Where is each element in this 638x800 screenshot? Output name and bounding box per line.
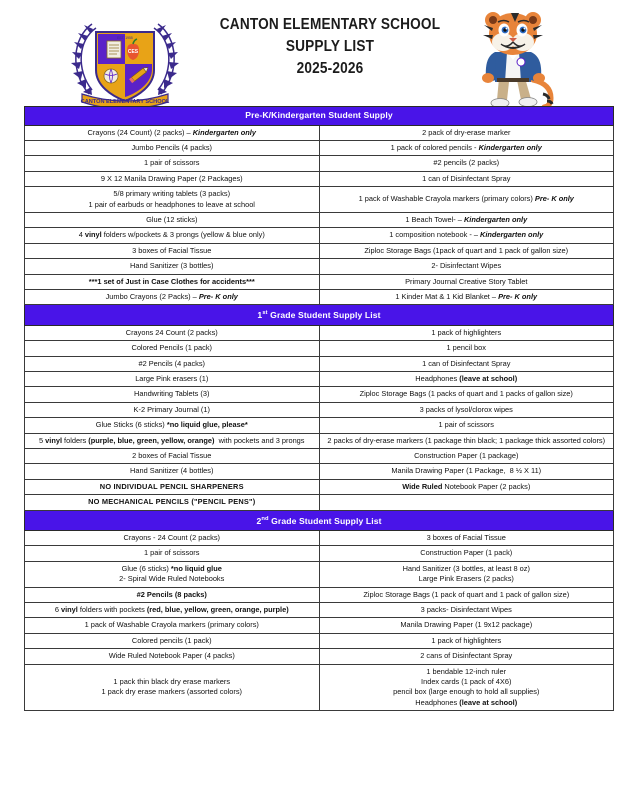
- supply-row: [25, 603, 614, 618]
- supply-cell-right: 1 can of Disinfectant Spray: [319, 171, 614, 186]
- supply-cell-right: #2 pencils (2 packs): [319, 156, 614, 171]
- supply-cell-left: Handwriting Tablets (3): [25, 387, 320, 402]
- supply-cell-right: 1 bendable 12-inch ruler Index cards (1 pack of 4X6) pencil box (large enough to hold all supplies) Headphones (leave at school): [319, 664, 614, 711]
- supply-cell-right: 1 pack of highlighters: [319, 325, 614, 340]
- supply-cell-right: 1 composition notebook - – Kindergarten only: [319, 228, 614, 243]
- supply-cell-left: #2 Pencils (4 packs): [25, 356, 320, 371]
- supply-cell-left: Crayons 24 Count (2 packs): [25, 325, 320, 340]
- supply-cell-left: Jumbo Crayons (2 Packs) – Pre- K only: [25, 289, 320, 304]
- supply-cell-right: 1 Kinder Mat & 1 Kid Blanket – Pre- K only: [319, 289, 614, 304]
- supply-cell-left: 1 pack of Washable Crayola markers (primary colors): [25, 618, 320, 633]
- supply-row: [25, 187, 614, 213]
- crest-book-icon: [107, 41, 121, 58]
- supply-row: [25, 448, 614, 463]
- supply-cell-right: Headphones (leave at school): [319, 371, 614, 386]
- supply-cell-left: 1 pack thin black dry erase markers 1 pack dry erase markers (assorted colors): [25, 664, 320, 711]
- supply-row: [25, 356, 614, 371]
- supply-cell-right: 2 cans of Disinfectant Spray: [319, 649, 614, 664]
- section-title: 2nd Grade Student Supply List: [25, 510, 614, 530]
- supply-cell-left: Hand Sanitizer (3 bottles): [25, 259, 320, 274]
- section-title: Pre-K/Kindergarten Student Supply: [25, 107, 614, 126]
- supply-cell-left: 5 vinyl folders (purple, blue, green, yellow, orange) with pockets and 3 prongs: [25, 433, 320, 448]
- svg-text:EST. 1955: EST. 1955: [117, 36, 133, 40]
- supply-row: [25, 289, 614, 304]
- supply-cell-left: #2 Pencils (8 packs): [25, 587, 320, 602]
- supply-cell-left: 1 pair of scissors: [25, 546, 320, 561]
- supply-row: [25, 387, 614, 402]
- supply-row: [25, 464, 614, 479]
- supply-row: [25, 259, 614, 274]
- supply-list-table: [24, 106, 614, 711]
- supply-cell-right: 2- Disinfectant Wipes: [319, 259, 614, 274]
- supply-cell-left: Jumbo Pencils (4 packs): [25, 140, 320, 155]
- supply-cell-right: 3 packs of lysol/clorox wipes: [319, 402, 614, 417]
- supply-row: [25, 433, 614, 448]
- supply-cell-left: Hand Sanitizer (4 bottles): [25, 464, 320, 479]
- supply-row: [25, 171, 614, 186]
- supply-cell-right: 1 pair of scissors: [319, 418, 614, 433]
- section-header-prek-kindergarten: [25, 107, 614, 126]
- supply-row: [25, 530, 614, 545]
- supply-cell-right: 1 pack of Washable Crayola markers (primary colors) Pre- K only: [319, 187, 614, 213]
- supply-row: [25, 546, 614, 561]
- supply-row: [25, 664, 614, 711]
- supply-cell-left: Colored Pencils (1 pack): [25, 341, 320, 356]
- supply-cell-right: 1 pack of highlighters: [319, 633, 614, 648]
- supply-cell-right: Manila Drawing Paper (1 9x12 package): [319, 618, 614, 633]
- supply-cell-right: Wide Ruled Notebook Paper (2 packs): [319, 479, 614, 494]
- supply-cell-right: Construction Paper (1 package): [319, 448, 614, 463]
- supply-cell-right: Ziploc Storage Bags (1pack of quart and 1 pack of gallon size): [319, 243, 614, 258]
- supply-row: [25, 274, 614, 289]
- supply-cell-left: Crayons - 24 Count (2 packs): [25, 530, 320, 545]
- supply-cell-left: K-2 Primary Journal (1): [25, 402, 320, 417]
- supply-cell-right: Ziploc Storage Bags (1 pack of quart and 1 pack of gallon size): [319, 587, 614, 602]
- supply-table-body: [25, 107, 614, 711]
- supply-cell-right: 2 packs of dry-erase markers (1 package thin black; 1 package thick assorted colors): [319, 433, 614, 448]
- supply-row: [25, 418, 614, 433]
- supply-cell-right: [319, 495, 614, 510]
- supply-cell-left: Glue Sticks (6 sticks) *no liquid glue, please*: [25, 418, 320, 433]
- school-crest-logo: [62, 8, 188, 108]
- supply-row: [25, 156, 614, 171]
- title-block: [195, 14, 465, 80]
- supply-cell-left: ***1 set of Just in Case Clothes for accidents***: [25, 274, 320, 289]
- tiger-mascot-icon: [455, 2, 567, 114]
- svg-text:CES: CES: [127, 49, 139, 55]
- supply-cell-left: 2 boxes of Facial Tissue: [25, 448, 320, 463]
- supply-cell-right: Construction Paper (1 pack): [319, 546, 614, 561]
- section-title: 1st Grade Student Supply List: [25, 305, 614, 325]
- supply-row: [25, 587, 614, 602]
- supply-cell-left: 9 X 12 Manila Drawing Paper (2 Packages): [25, 171, 320, 186]
- supply-cell-right: Hand Sanitizer (3 bottles, at least 8 oz) Large Pink Erasers (2 packs): [319, 561, 614, 587]
- supply-row: [25, 402, 614, 417]
- supply-row: [25, 618, 614, 633]
- school-year: 2025-2026: [296, 60, 364, 77]
- supply-row: [25, 479, 614, 494]
- supply-cell-left: 1 pair of scissors: [25, 156, 320, 171]
- supply-cell-right: 1 Beach Towel- – Kindergarten only: [319, 212, 614, 227]
- supply-row: [25, 228, 614, 243]
- supply-cell-right: 1 pack of colored pencils - Kindergarten only: [319, 140, 614, 155]
- supply-row: [25, 243, 614, 258]
- supply-cell-left: Crayons (24 Count) (2 packs) – Kindergarten only: [25, 125, 320, 140]
- crest-globe-icon: [104, 69, 118, 83]
- document-header: [0, 0, 638, 106]
- section-header-grade-1: [25, 305, 614, 325]
- supply-cell-left: 3 boxes of Facial Tissue: [25, 243, 320, 258]
- supply-row: [25, 341, 614, 356]
- supply-cell-right: Manila Drawing Paper (1 Package, 8 ½ X 11): [319, 464, 614, 479]
- school-name: CANTON ELEMENTARY SCHOOL: [219, 16, 441, 33]
- supply-cell-right: 3 packs- Disinfectant Wipes: [319, 603, 614, 618]
- supply-cell-left: NO MECHANICAL PENCILS ("PENCIL PENS"): [25, 495, 320, 510]
- supply-row: [25, 633, 614, 648]
- supply-row: [25, 140, 614, 155]
- supply-cell-right: 2 pack of dry-erase marker: [319, 125, 614, 140]
- supply-cell-left: 4 vinyl folders w/pockets & 3 prongs (yellow & blue only): [25, 228, 320, 243]
- supply-cell-left: Glue (6 sticks) *no liquid glue 2- Spiral Wide Ruled Notebooks: [25, 561, 320, 587]
- document-title: SUPPLY LIST: [285, 38, 375, 55]
- supply-row: [25, 325, 614, 340]
- supply-cell-left: NO INDIVIDUAL PENCIL SHARPENERS: [25, 479, 320, 494]
- supply-row: [25, 125, 614, 140]
- supply-row: [25, 212, 614, 227]
- supply-row: [25, 561, 614, 587]
- supply-row: [25, 495, 614, 510]
- supply-cell-right: 1 pencil box: [319, 341, 614, 356]
- supply-cell-left: Colored pencils (1 pack): [25, 633, 320, 648]
- supply-cell-left: Large Pink erasers (1): [25, 371, 320, 386]
- supply-cell-left: Glue (12 sticks): [25, 212, 320, 227]
- section-header-grade-2: [25, 510, 614, 530]
- supply-cell-right: 3 boxes of Facial Tissue: [319, 530, 614, 545]
- supply-cell-right: Primary Journal Creative Story Tablet: [319, 274, 614, 289]
- crest-ribbon-text: CANTON ELEMENTARY SCHOOL: [80, 99, 170, 105]
- supply-cell-left: 6 vinyl folders with pockets (red, blue, yellow, green, orange, purple): [25, 603, 320, 618]
- supply-cell-right: Ziploc Storage Bags (1 packs of quart and 1 packs of gallon size): [319, 387, 614, 402]
- supply-row: [25, 371, 614, 386]
- supply-cell-left: 5/8 primary writing tablets (3 packs) 1 pair of earbuds or headphones to leave at school: [25, 187, 320, 213]
- supply-cell-right: 1 can of Disinfectant Spray: [319, 356, 614, 371]
- supply-row: [25, 649, 614, 664]
- supply-cell-left: Wide Ruled Notebook Paper (4 packs): [25, 649, 320, 664]
